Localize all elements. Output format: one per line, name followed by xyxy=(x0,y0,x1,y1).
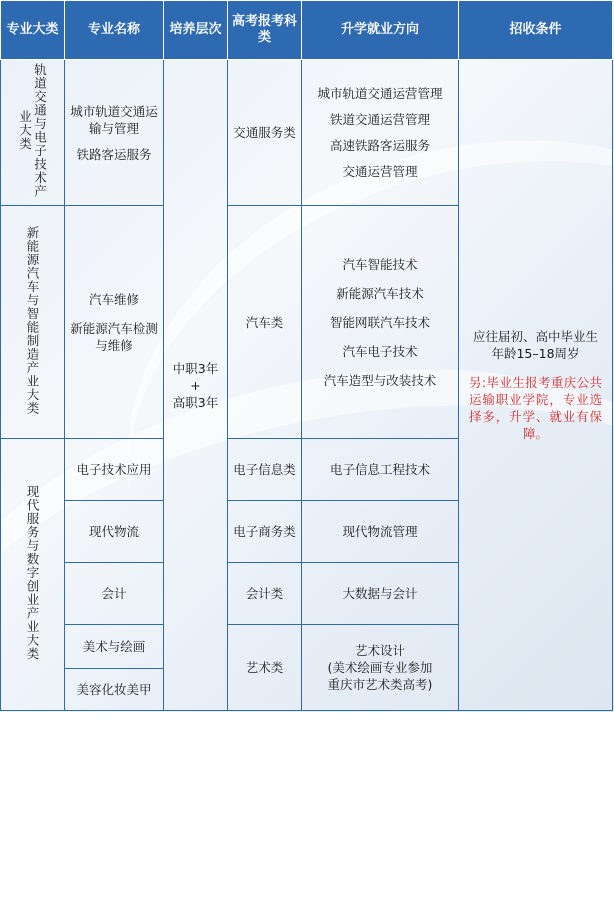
header-category: 专业大类 xyxy=(1,1,65,60)
header-major: 专业名称 xyxy=(65,1,164,60)
category-cell xyxy=(1,206,65,439)
header-exam-type: 高考报考科类 xyxy=(228,1,302,60)
category-cell xyxy=(1,60,65,206)
direction-item: 汽车造型与改装技术 xyxy=(323,372,437,388)
training-level-line: 高职3年 xyxy=(172,394,219,410)
direction-item: 城市轨道交通运营管理 xyxy=(317,86,443,101)
training-level-cell xyxy=(164,60,228,711)
exam-type-cell: 电子信息类 xyxy=(228,439,302,501)
major-cell xyxy=(65,60,164,206)
training-level-plus: + xyxy=(190,377,201,393)
major-cell: 电子技术应用 xyxy=(65,439,164,501)
direction-line: (美术绘画专业参加 xyxy=(327,660,433,675)
direction-item: 高速铁路客运服务 xyxy=(329,138,430,153)
training-level-line: 中职3年 xyxy=(172,360,219,376)
major-cell xyxy=(65,206,164,439)
exam-type-cell: 会计类 xyxy=(228,563,302,625)
header-row xyxy=(1,1,613,60)
direction-cell: 电子信息工程技术 xyxy=(302,439,459,501)
direction-cell xyxy=(302,625,459,711)
table-row xyxy=(1,60,613,206)
direction-item: 铁道交通运营管理 xyxy=(329,112,430,127)
direction-line: 艺术设计 xyxy=(354,643,405,658)
category-label: 现代服务与数字创业产业大类 xyxy=(25,484,40,661)
major-cell: 现代物流 xyxy=(65,501,164,563)
direction-item: 智能网联汽车技术 xyxy=(329,314,430,330)
major-name: 铁路客运服务 xyxy=(76,146,152,162)
admission-main: 应往届初、高中毕业生年龄15–18周岁 xyxy=(472,329,598,361)
direction-item: 汽车智能技术 xyxy=(342,256,418,272)
category-label: 轨道交通与电子技术产业大类 xyxy=(17,63,48,198)
exam-type-cell: 艺术类 xyxy=(228,625,302,711)
direction-line: 重庆市艺术类高考) xyxy=(327,677,433,692)
major-cell: 美容化妆美甲 xyxy=(65,669,164,711)
major-name: 城市轨道交通运输与管理 xyxy=(70,103,158,136)
direction-cell xyxy=(302,60,459,206)
major-name: 汽车维修 xyxy=(88,291,139,307)
exam-type-cell: 电子商务类 xyxy=(228,501,302,563)
admission-note: 另:毕业生报考重庆公共运输职业学院，专业选择多，升学、就业有保障。 xyxy=(469,375,602,441)
header-direction: 升学就业方向 xyxy=(302,1,459,60)
exam-type-cell: 汽车类 xyxy=(228,206,302,439)
header-admission: 招收条件 xyxy=(459,1,613,60)
major-cell: 美术与绘画 xyxy=(65,625,164,669)
exam-type-cell: 交通服务类 xyxy=(228,60,302,206)
direction-cell xyxy=(302,206,459,439)
direction-item: 汽车电子技术 xyxy=(342,343,418,359)
direction-cell: 现代物流管理 xyxy=(302,501,459,563)
direction-item: 交通运营管理 xyxy=(342,164,418,179)
category-cell xyxy=(1,439,65,711)
major-cell: 会计 xyxy=(65,563,164,625)
direction-cell: 大数据与会计 xyxy=(302,563,459,625)
admission-cell xyxy=(459,60,613,711)
direction-item: 新能源汽车技术 xyxy=(336,285,424,301)
major-name: 新能源汽车检测与维修 xyxy=(70,320,158,353)
header-training-level: 培养层次 xyxy=(164,1,228,60)
category-label: 新能源汽车与智能制造产业大类 xyxy=(25,225,40,415)
